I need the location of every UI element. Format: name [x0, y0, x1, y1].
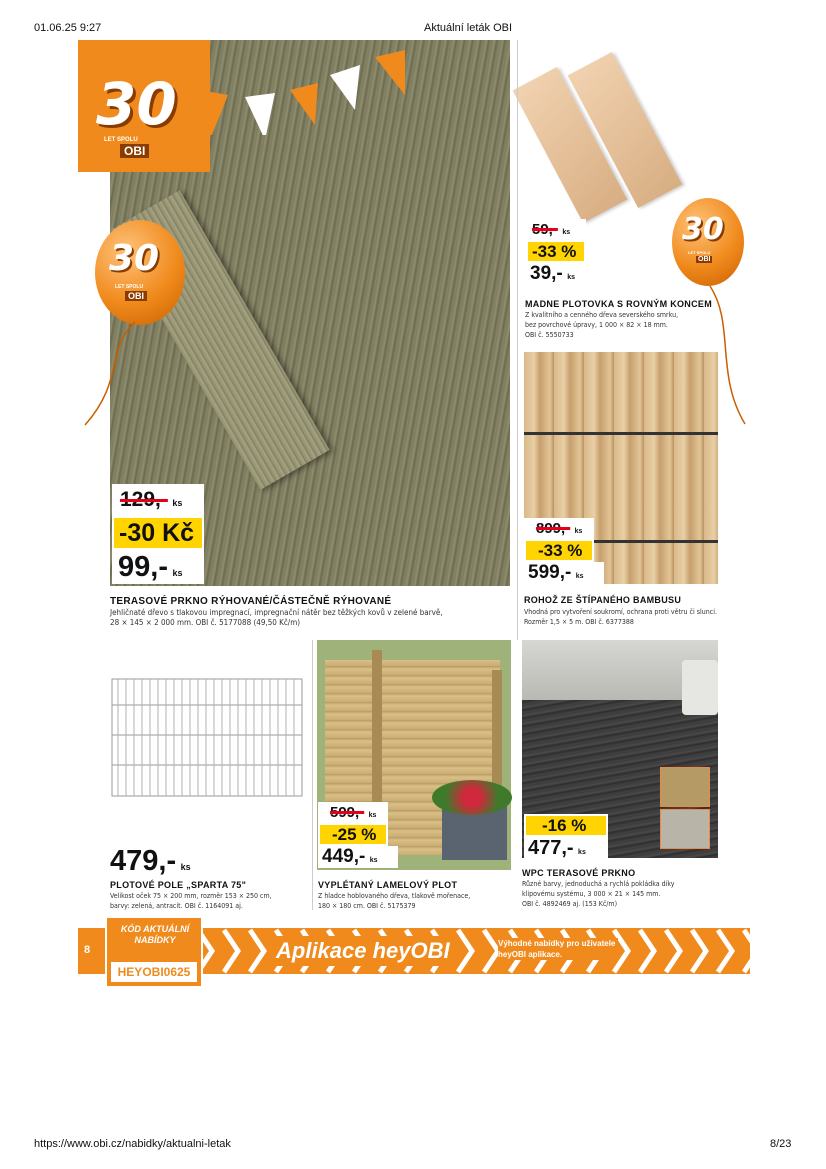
promo-code[interactable]: HEYOBI0625: [111, 962, 197, 982]
footer-url[interactable]: https://www.obi.cz/nabidky/aktualni-letak: [34, 1138, 231, 1150]
balloon-left-brand: OBI: [125, 291, 147, 301]
fence-panel-title: PLOTOVÉ POLE „SPARTA 75": [110, 880, 247, 890]
anniversary-badge: [78, 40, 210, 172]
bamboo-price-tag: [524, 518, 604, 584]
balloon-left-string: [75, 320, 145, 430]
woven-fence-discount: -25 %: [318, 823, 388, 846]
badge-brand: OBI: [120, 144, 149, 158]
balloon-right-small: LET SPOLU: [688, 250, 711, 255]
bamboo-discount: -33 %: [524, 539, 594, 562]
app-note: Výhodné nabídky pro uživatele heyOBI aplikace.: [498, 938, 618, 960]
woven-fence-old-unit: ks: [368, 812, 377, 819]
balloon-left: [95, 220, 185, 325]
fence-panel-unit: ks: [180, 862, 191, 872]
wpc-swatch-brown: [660, 767, 710, 807]
bamboo-title: ROHOŽ ZE ŠTÍPANÉHO BAMBUSU: [524, 595, 682, 605]
plank-old-price: 59,-: [532, 221, 558, 238]
fence-panel-image: [110, 675, 306, 800]
bamboo-desc2: Rozměr 1,5 × 5 m. OBI č. 6377388: [524, 618, 634, 626]
promo-code-label: KÓD AKTUÁLNÍ NABÍDKY: [120, 924, 190, 945]
badge-small: LET SPOLU: [104, 137, 138, 143]
woven-fence-price-tag: [318, 802, 398, 868]
fence-panel-desc2: barvy: zelená, antracit. OBI č. 1164091 aj.: [110, 902, 243, 910]
plank-old-unit: ks: [562, 229, 571, 236]
plank-desc3: OBI č. 5550733: [525, 331, 574, 339]
decking-discount: -30 Kč: [112, 516, 204, 550]
wpc-desc2: klipovému systému, 3 000 × 21 × 145 mm.: [522, 890, 661, 898]
woven-fence-desc1: Z hladce hoblovaného dřeva, tlakově mořenace,: [318, 892, 471, 900]
wpc-desc1: Různé barvy, jednoduchá a rychlá pokládka díky: [522, 880, 675, 888]
plank-title: MADNE PLOTOVKA S ROVNÝM KONCEM: [525, 299, 713, 309]
woven-fence-old-price: 599,-: [330, 804, 365, 821]
decking-price-tag: [112, 484, 204, 584]
woven-fence-title: VYPLÉTANÝ LAMELOVÝ PLOT: [318, 880, 458, 890]
print-datetime: 01.06.25 9:27: [34, 22, 102, 34]
plank-unit: ks: [567, 274, 575, 281]
balloon-left-number: 30: [109, 238, 160, 279]
fence-panel-price: 479,-: [110, 845, 177, 877]
wpc-price: 477,-: [528, 837, 574, 859]
balloon-right: [672, 198, 744, 286]
footer-page: 8/23: [770, 1138, 792, 1150]
flowers: [432, 780, 512, 815]
column-divider: [517, 40, 518, 640]
bamboo-old-unit: ks: [574, 528, 583, 535]
promo-code-box: [105, 916, 203, 988]
decking-desc2: 28 × 145 × 2 000 mm. OBI č. 5177088 (49,50 Kč/m): [110, 618, 301, 627]
wpc-title: WPC TERASOVÉ PRKNO: [522, 868, 636, 878]
app-title: Aplikace heyOBI: [268, 936, 458, 966]
decking-price: 99,-: [118, 551, 168, 583]
bamboo-desc1: Vhodná pro vytvoření soukromí, ochrana proti větru či slunci.: [524, 608, 717, 616]
plank-image: [525, 40, 720, 210]
page-number: 8: [84, 944, 91, 956]
fence-panel-price-tag: [110, 845, 191, 878]
wpc-discount: -16 %: [524, 814, 608, 837]
woven-fence-price: 449,-: [322, 846, 366, 867]
woven-fence-desc2: 180 × 180 cm. OBI č. 5175379: [318, 902, 416, 910]
decking-old-price: 129,-: [120, 488, 168, 511]
balloon-left-small: LET SPOLU: [115, 284, 144, 290]
plank-discount: -33 %: [526, 240, 586, 263]
print-title: Aktuální leták OBI: [424, 22, 513, 34]
plank-desc1: Z kvalitního a cenného dřeva severského smrku,: [525, 311, 679, 319]
plank-price-tag: [526, 219, 586, 285]
plank-desc2: bez povrchové úpravy, 1 000 × 82 × 18 mm.: [525, 321, 668, 329]
wpc-desc3: OBI č. 4892469 aj. (153 Kč/m): [522, 900, 618, 908]
decking-title: TERASOVÉ PRKNO RÝHOVANÉ/ČÁSTEČNĚ RÝHOVANÉ: [110, 596, 392, 607]
column-divider: [312, 640, 313, 910]
decking-unit: ks: [172, 568, 183, 578]
badge-number: 30: [96, 70, 177, 138]
wpc-swatch-grey: [660, 809, 710, 849]
bunting-icon: [200, 45, 430, 135]
wpc-price-tag: [524, 814, 608, 860]
decking-desc1: Jehličnaté dřevo s tlakovou impregnací, impregnační nátěr bez těžkých kovů v zelené barvě,: [110, 608, 443, 617]
balloon-right-brand: OBI: [698, 256, 711, 263]
bamboo-price: 599,-: [528, 562, 572, 583]
bamboo-old-price: 899,-: [536, 520, 571, 537]
plank-price: 39,-: [530, 263, 563, 284]
bamboo-unit: ks: [575, 573, 584, 580]
balloon-right-number: 30: [682, 212, 724, 247]
fence-panel-desc1: Velikost oček 75 × 200 mm, rozměr 153 × 250 cm,: [110, 892, 272, 900]
decking-old-unit: ks: [172, 498, 183, 508]
wpc-unit: ks: [578, 849, 586, 856]
woven-fence-unit: ks: [369, 857, 378, 864]
